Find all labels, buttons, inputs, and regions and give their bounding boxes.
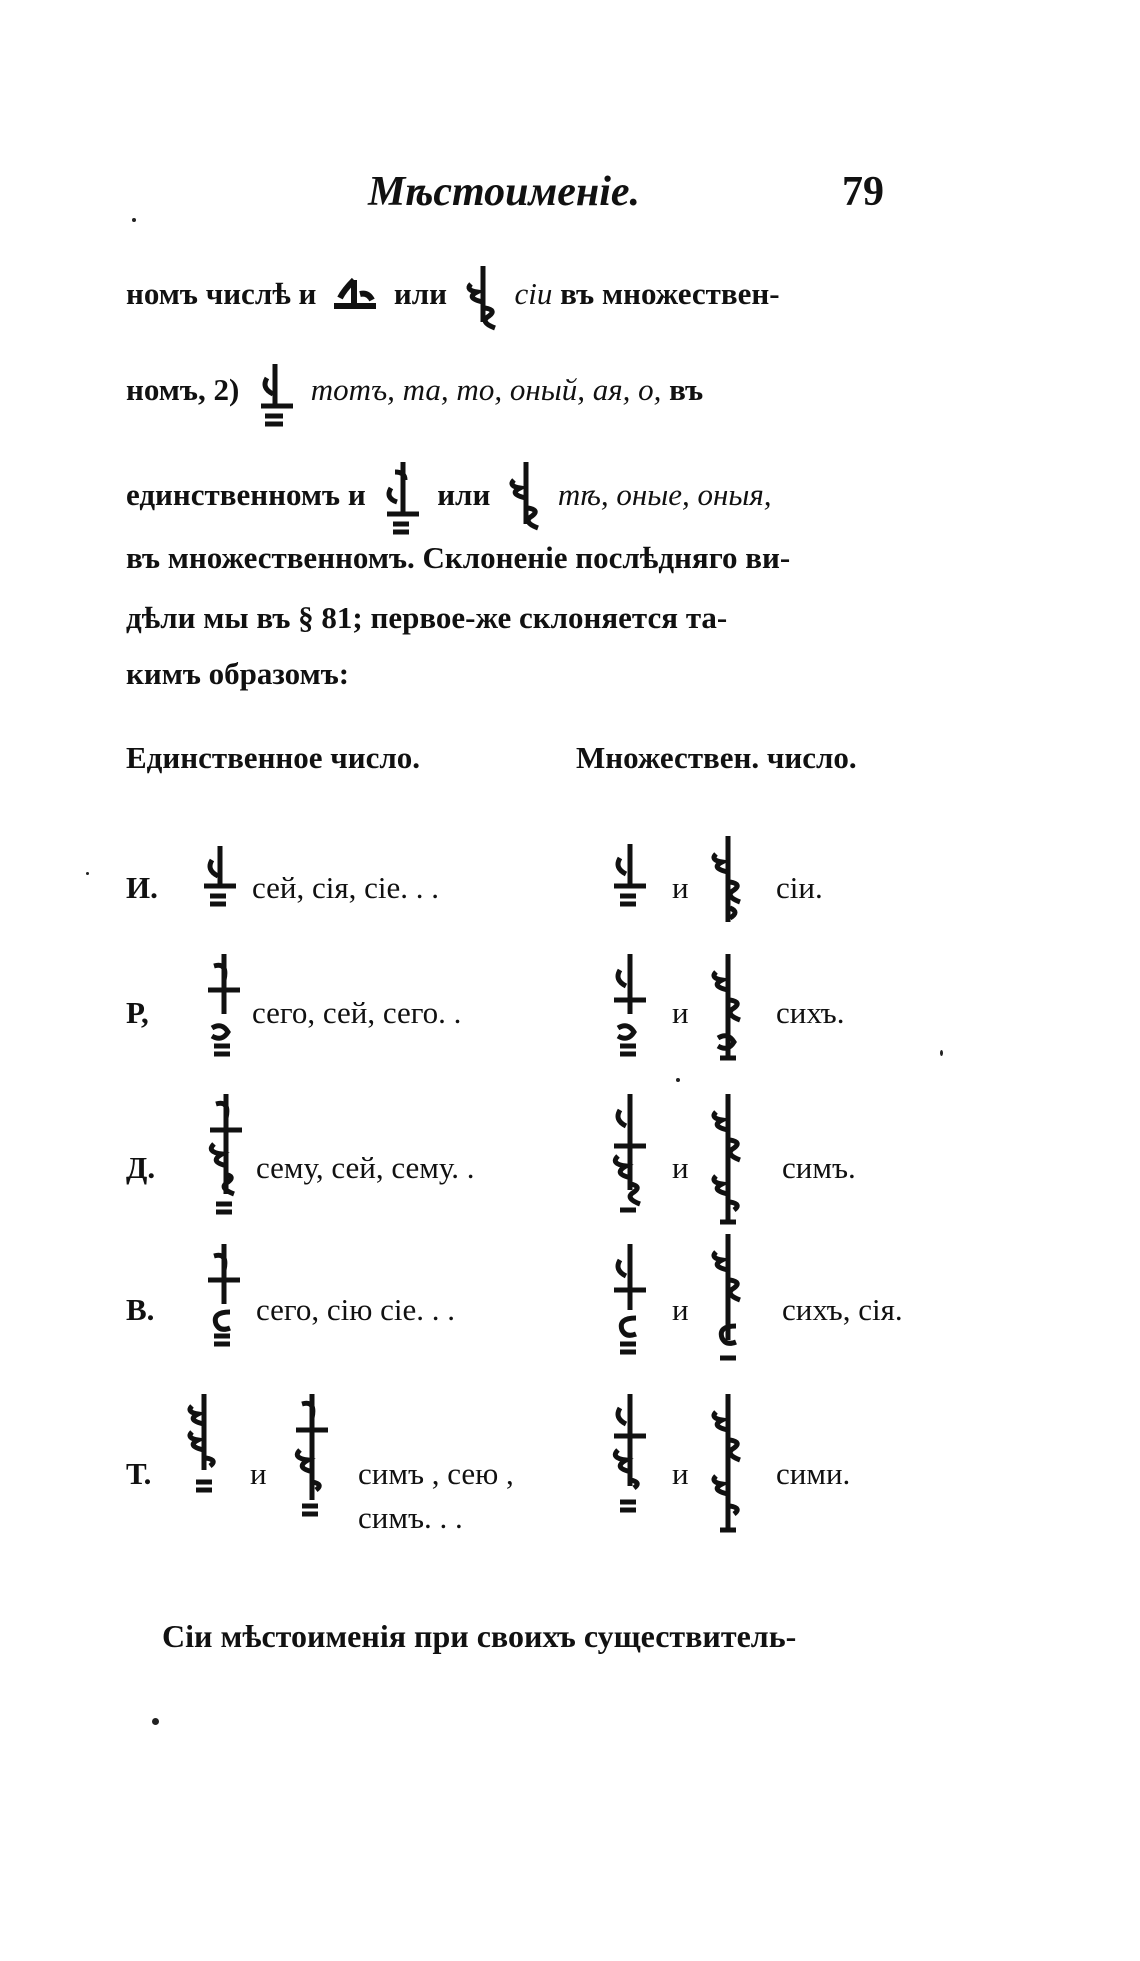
singular-forms: сего, сей, сего. . [252, 995, 462, 1030]
text-fragment: или [393, 276, 448, 312]
declension-row-genitive [126, 950, 966, 1110]
mongolian-word-icon [706, 1090, 750, 1230]
declension-row-instrumental [126, 1390, 966, 1550]
mongolian-word-icon [200, 1240, 246, 1350]
text-line-4: въ множественномъ. Склоненіе послѣдняго ви- [126, 540, 791, 575]
mongolian-word-icon [200, 950, 246, 1060]
page-number: 79 [842, 169, 884, 215]
mongolian-word-icon [706, 832, 750, 932]
declension-row-accusative [126, 1240, 966, 1400]
mongolian-word-icon [606, 950, 652, 1060]
mongolian-word-icon [253, 358, 297, 428]
singular-forms-continued: симъ. . . [358, 1500, 463, 1535]
italic-word: тѣ, оные, оныя, [557, 477, 772, 513]
mongolian-word-icon [706, 1390, 750, 1540]
mongolian-word-icon [461, 262, 501, 332]
plural-form: сими. [776, 1456, 851, 1491]
mongolian-word-icon [606, 1240, 652, 1360]
text-fragment: единственномъ и [126, 477, 366, 513]
mongolian-word-icon [606, 840, 652, 910]
text-fragment: номъ, 2) [126, 372, 240, 408]
column-header-plural: Множествен. число. [576, 740, 857, 775]
case-label: Д. [126, 1150, 156, 1185]
mongolian-word-icon [330, 272, 380, 322]
text-line-3 [126, 458, 772, 538]
singular-forms: сей, сія, сіе. . . [252, 870, 439, 905]
page-header-title: Мѣстоименіе. [368, 169, 641, 215]
mongolian-word-icon [706, 950, 750, 1070]
singular-forms: сего, сію сіе. . . [256, 1292, 456, 1327]
mongolian-word-icon [706, 1230, 750, 1370]
declension-row-dative [126, 1090, 966, 1250]
conjunction: и [672, 995, 689, 1030]
mongolian-word-icon [184, 1390, 224, 1500]
print-speck [676, 1078, 680, 1082]
mongolian-word-icon [196, 840, 242, 910]
text-fragment: или [437, 477, 491, 513]
print-speck [940, 1050, 943, 1056]
text-fragment: въ множествен- [560, 276, 780, 312]
mongolian-word-icon [504, 458, 544, 538]
conjunction: и [672, 1292, 689, 1327]
case-label: Т. [126, 1456, 152, 1491]
text-line-1 [126, 262, 780, 332]
singular-forms: сему, сей, сему. . [256, 1150, 475, 1185]
conjunction: и [672, 1150, 689, 1185]
case-label: И. [126, 870, 158, 905]
plural-form: симъ. [782, 1150, 856, 1185]
plural-form: сихъ. [776, 995, 845, 1030]
footer-text-line: Сіи мѣстоименія при своихъ существитель- [162, 1618, 797, 1654]
text-line-6: кимъ образомъ: [126, 656, 350, 691]
plural-form: сіи. [776, 870, 823, 905]
plural-form: сихъ, сія. [782, 1292, 903, 1327]
column-header-singular: Единственное число. [126, 740, 421, 775]
case-label: Р, [126, 995, 149, 1030]
case-label: В. [126, 1292, 155, 1327]
text-line-2 [126, 358, 703, 428]
italic-word: тотъ, та, то, оный, ая, о, [310, 372, 662, 408]
conjunction: и [672, 870, 689, 905]
singular-forms: симъ , сею , [358, 1456, 514, 1491]
italic-word: сіи [514, 276, 553, 312]
mongolian-word-icon [606, 1390, 652, 1520]
print-speck [86, 872, 89, 875]
mongolian-word-icon [200, 1090, 248, 1220]
text-fragment: номъ числѣ и [126, 276, 317, 312]
mongolian-word-icon [606, 1090, 652, 1220]
text-fragment: въ [669, 372, 704, 408]
conjunction: и [672, 1456, 689, 1491]
mongolian-word-icon [288, 1390, 334, 1530]
conjunction: и [250, 1456, 267, 1491]
text-line-5: дѣли мы въ § 81; первое-же склоняется та- [126, 600, 728, 635]
mongolian-word-icon [379, 458, 423, 538]
print-speck [152, 1718, 159, 1725]
print-speck [132, 218, 136, 222]
